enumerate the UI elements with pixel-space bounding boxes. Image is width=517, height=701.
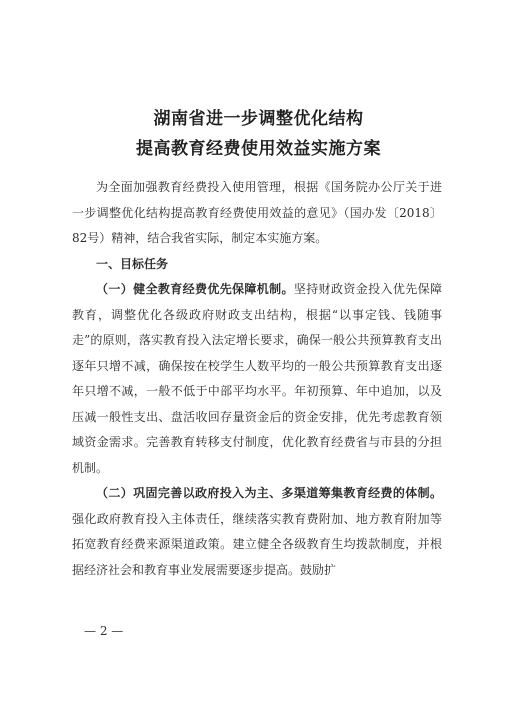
page-number: — 2 —	[84, 624, 124, 638]
document-title	[0, 104, 517, 164]
section-heading: 一、目标任务	[96, 256, 169, 271]
item-2-lead: （二）巩固完善以政府投入为主、多渠道筹集教育经费的体制。	[96, 486, 442, 500]
item-1-lead: （一）健全教育经费优先保障机制。	[96, 282, 294, 296]
item-2-paragraph	[72, 481, 442, 583]
item-1-paragraph	[72, 277, 442, 481]
item-2-text: 强化政府教育投入主体责任，继续落实教育费附加、地方教育附加等拓宽教育经费来源渠道政策。建立健全各级教育生均拨款制度，并根据经济社会和教育事业发展需要逐步提高。鼓励扩	[72, 511, 442, 577]
item-1-text: 坚持财政资金投入优先保障教育，调整优化各级政府财政支出结构，根据“以事定钱、钱随事走”的原则，落实教育投入法定增长要求，确保一般公共预算教育支出逐年只增不减，确保按在校学生人数平均的一般公共预算教育支出逐年只增不减，一般不低于中部平均水平。年初预算、年中追加，以及压减一般性支出、盘活收回存量资金后的资金安排，优先考虑教育领域资金需求。完善教育转移支付制度，优化教育经费省与市县的分担机制。	[72, 282, 442, 475]
title-line-2: 提高教育经费使用效益实施方案	[136, 139, 381, 159]
intro-paragraph: 为全面加强教育经费投入使用管理，根据《国务院办公厅关于进一步调整优化结构提高教育经费使用效益的意见》（国办发〔2018〕82号）精神，结合我省实际，制定本实施方案。	[72, 180, 442, 245]
document-body	[72, 175, 442, 583]
title-line-1: 湖南省进一步调整优化结构	[153, 109, 364, 129]
